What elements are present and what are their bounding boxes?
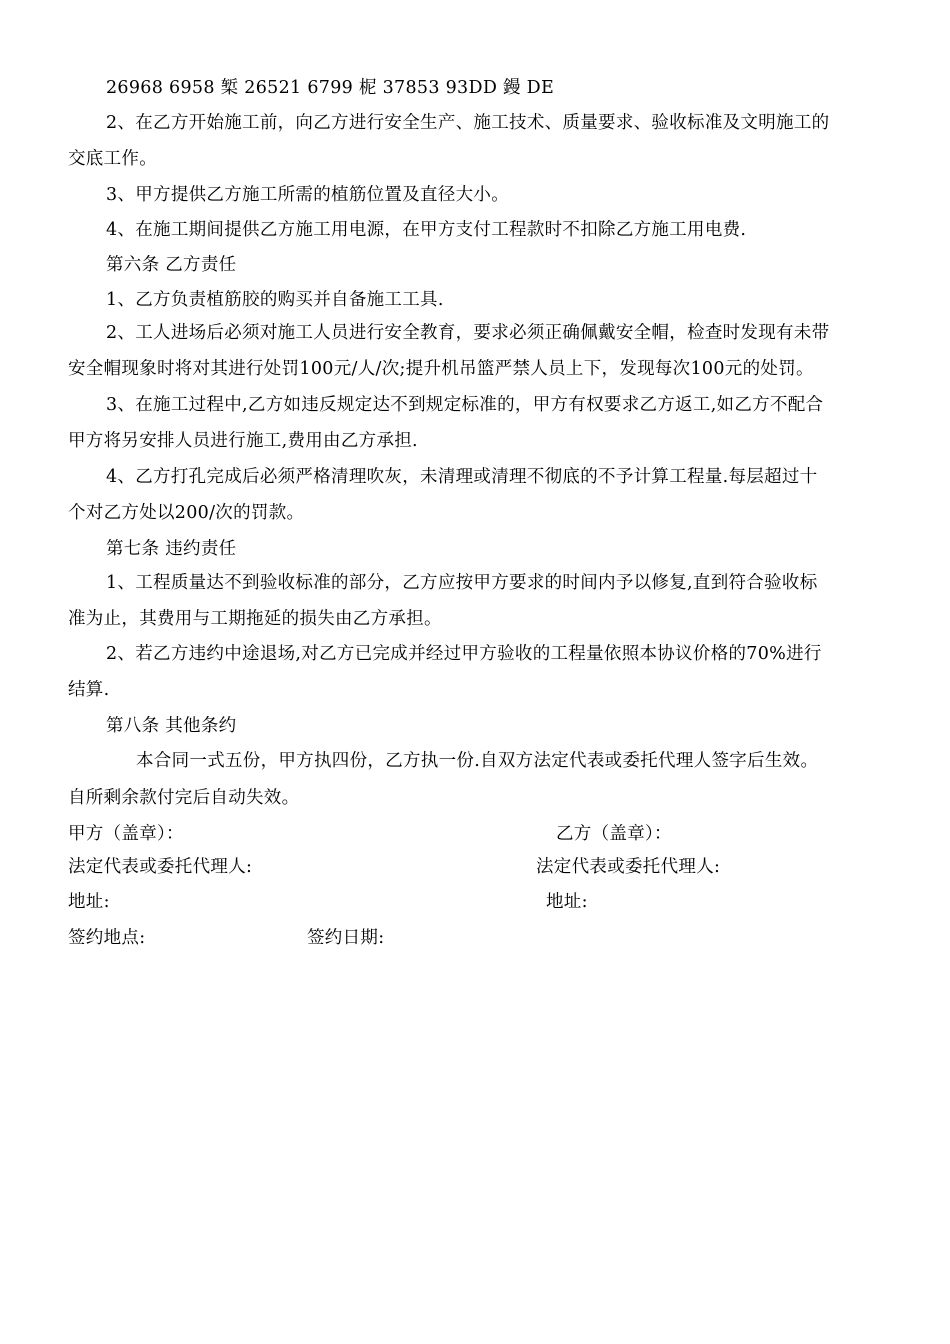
header-code-line: 26968 6958 椠 26521 6799 柅 37853 93DD 鏝 DE [106, 78, 555, 98]
clause-5-3: 3、甲方提供乙方施工所需的植筋位置及直径大小。 [106, 185, 510, 205]
party-a-representative-label: 法定代表或委托代理人: [68, 857, 253, 877]
clause-6-3-line-1: 3、在施工过程中,乙方如违反规定达不到规定标准的，甲方有权要求乙方返工,如乙方不配合 [106, 395, 824, 415]
party-b-representative-label: 法定代表或委托代理人: [536, 857, 721, 877]
article-8-title: 第八条 其他条约 [106, 716, 237, 736]
article-6-title: 第六条 乙方责任 [106, 255, 237, 275]
signing-place-label: 签约地点: [68, 928, 146, 948]
clause-7-1-line-1: 1、工程质量达不到验收标准的部分，乙方应按甲方要求的时间内予以修复,直到符合验收标 [106, 573, 818, 593]
clause-6-3-line-2: 甲方将另安排人员进行施工,费用由乙方承担. [68, 431, 418, 451]
clause-5-2-line-2: 交底工作。 [68, 149, 157, 169]
clause-6-1: 1、乙方负责植筋胶的购买并自备施工工具. [106, 290, 444, 310]
clause-7-2-line-2: 结算. [68, 680, 110, 700]
clause-8-line-2: 自所剩余款付完后自动失效。 [68, 788, 300, 808]
clause-6-2-line-2: 安全帽现象时将对其进行处罚100元/人/次;提升机吊篮严禁人员上下，发现每次100元的处罚。 [68, 359, 814, 379]
party-a-seal-label: 甲方（盖章）： [68, 824, 184, 844]
clause-6-4-line-1: 4、乙方打孔完成后必须严格清理吹灰，未清理或清理不彻底的不予计算工程量.每层超过十 [106, 467, 818, 487]
clause-6-2-line-1: 2、工人进场后必须对施工人员进行安全教育，要求必须正确佩戴安全帽，检查时发现有未带 [106, 323, 830, 343]
clause-8-line-1: 本合同一式五份，甲方执四份，乙方执一份.自双方法定代表或委托代理人签字后生效。 [136, 751, 819, 771]
article-7-title: 第七条 违约责任 [106, 539, 237, 559]
party-b-seal-label: 乙方（盖章）： [556, 824, 672, 844]
clause-6-4-line-2: 个对乙方处以200/次的罚款。 [68, 503, 305, 523]
signing-date-label: 签约日期: [307, 928, 385, 948]
clause-5-2-line-1: 2、在乙方开始施工前，向乙方进行安全生产、施工技术、质量要求、验收标准及文明施工的 [106, 113, 830, 133]
clause-7-2-line-1: 2、若乙方违约中途退场,对乙方已完成并经过甲方验收的工程量依照本协议价格的70%进行 [106, 644, 822, 664]
party-a-address-label: 地址: [68, 892, 110, 912]
party-b-address-label: 地址: [546, 892, 588, 912]
clause-5-4: 4、在施工期间提供乙方施工用电源，在甲方支付工程款时不扣除乙方施工用电费. [106, 220, 747, 240]
clause-7-1-line-2: 准为止，其费用与工期拖延的损失由乙方承担。 [68, 609, 442, 629]
